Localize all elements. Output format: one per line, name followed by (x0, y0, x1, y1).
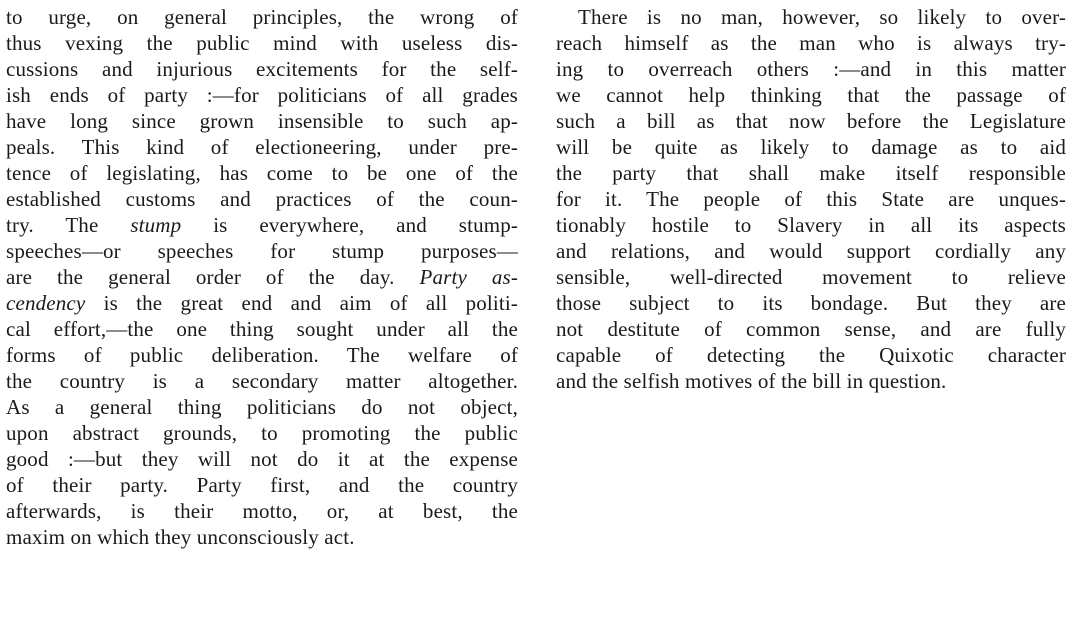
text-line: forms of public deliberation. The welfare of (6, 343, 518, 367)
text-line: to urge, on general principles, the wrong of (6, 5, 518, 29)
text-line: speeches—or speeches for stump purposes— (6, 239, 518, 263)
text-line: maxim on which they unconsciously act. (6, 525, 355, 549)
text-line (6, 290, 518, 316)
text-line: and relations, and would support cordially any (556, 239, 1066, 263)
text-line: ing to overreach others :—and in this matter (556, 57, 1066, 81)
text-line: not destitute of common sense, and are fully (556, 317, 1066, 341)
text-line: of their party. Party first, and the country (6, 473, 518, 497)
text-line (6, 264, 518, 290)
italic-word: cendency (6, 291, 86, 315)
text-line: afterwards, is their motto, or, at best, the (6, 499, 518, 523)
text-line: cal effort,—the one thing sought under all the (6, 317, 518, 341)
text-line: tionably hostile to Slavery in all its aspects (556, 213, 1066, 237)
text-line: will be quite as likely to damage as to aid (556, 135, 1066, 159)
text-line: established customs and practices of the coun- (6, 187, 518, 211)
text-line: upon abstract grounds, to promoting the public (6, 421, 518, 445)
text-line: the country is a secondary matter altogether. (6, 369, 518, 393)
right-column (556, 4, 1066, 394)
text-line: tence of legislating, has come to be one of the (6, 161, 518, 185)
text-line: for it. The people of this State are unques- (556, 187, 1066, 211)
text-line: reach himself as the man who is always try- (556, 31, 1066, 55)
italic-word: Party as- (419, 265, 518, 289)
text-line: cussions and injurious excitements for the self- (6, 57, 518, 81)
left-column (6, 4, 518, 550)
text-line: ish ends of party :—for politicians of all grades (6, 83, 518, 107)
text-line: and the selfish motives of the bill in question. (556, 369, 947, 393)
text-line: such a bill as that now before the Legislature (556, 109, 1066, 133)
text-line: those subject to its bondage. But they are (556, 291, 1066, 315)
text-line (6, 212, 518, 238)
text-line: good :—but they will not do it at the expense (6, 447, 518, 471)
text-line: sensible, well-directed movement to relieve (556, 265, 1066, 289)
text-fragment: try. The (6, 213, 99, 237)
italic-word: stump (130, 213, 182, 237)
text-line: peals. This kind of electioneering, under pre- (6, 135, 518, 159)
text-line: have long since grown insensible to such ap- (6, 109, 518, 133)
text-line: we cannot help thinking that the passage of (556, 83, 1066, 107)
text-line: the party that shall make itself responsible (556, 161, 1066, 185)
text-fragment: is the great end and aim of all politi- (103, 291, 518, 315)
text-line: capable of detecting the Quixotic character (556, 343, 1066, 367)
text-line: thus vexing the public mind with useless dis- (6, 31, 518, 55)
text-line: As a general thing politicians do not object, (6, 395, 518, 419)
text-fragment: is everywhere, and stump- (213, 213, 519, 237)
text-line: There is no man, however, so likely to over- (578, 5, 1066, 29)
text-fragment: are the general order of the day. (6, 265, 395, 289)
